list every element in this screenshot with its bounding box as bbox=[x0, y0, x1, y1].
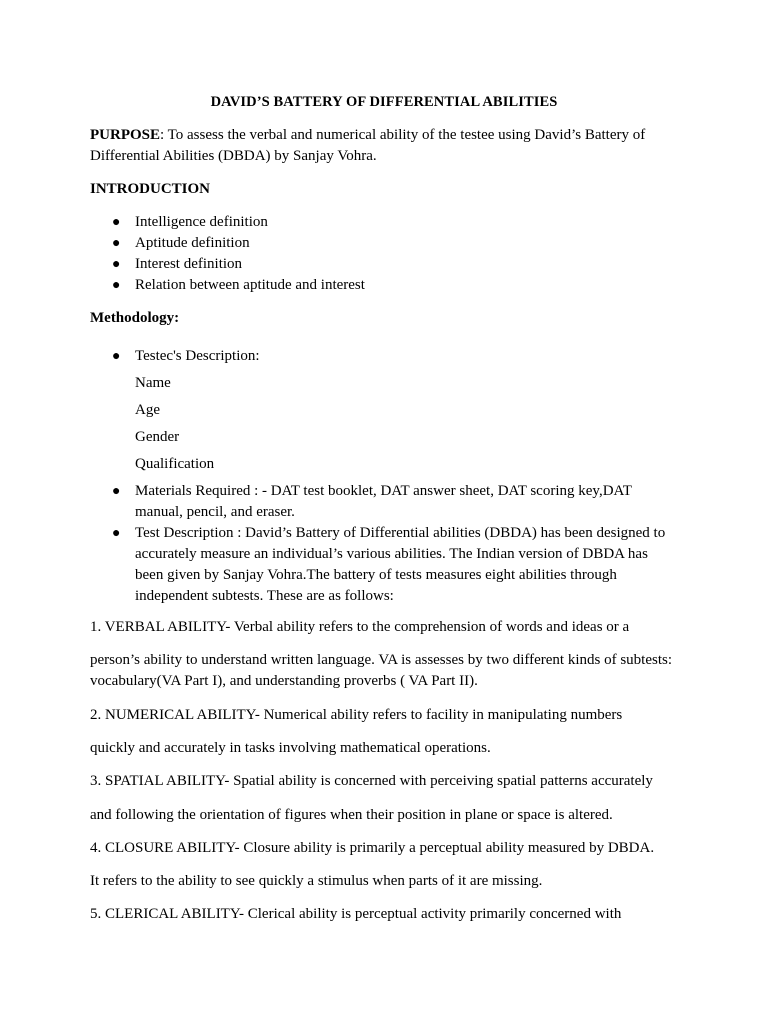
list-item bbox=[90, 233, 678, 254]
introduction-heading: INTRODUCTION bbox=[90, 181, 211, 197]
spatial-ability-line-1: 3. SPATIAL ABILITY- Spatial ability is concerned with perceiving spatial patterns accurately bbox=[90, 773, 653, 789]
list-item-text: Aptitude definition bbox=[135, 235, 250, 251]
list-item bbox=[90, 212, 678, 233]
bullet-icon: ● bbox=[112, 349, 121, 364]
numerical-ability-line-2: quickly and accurately in tasks involving mathematical operations. bbox=[90, 740, 491, 756]
methodology-heading: Methodology: bbox=[90, 310, 180, 326]
testee-field-gender: Gender bbox=[135, 429, 180, 445]
verbal-ability-line-1: 1. VERBAL ABILITY- Verbal ability refers to the comprehension of words and ideas or a bbox=[90, 619, 630, 635]
clerical-ability-line-1: 5. CLERICAL ABILITY- Clerical ability is perceptual activity primarily concerned with bbox=[90, 906, 622, 922]
list-item bbox=[90, 481, 678, 523]
list-item-text: Testec's Description: bbox=[135, 348, 260, 364]
list-item-text: Relation between aptitude and interest bbox=[135, 277, 365, 293]
testee-field-qualification: Qualification bbox=[135, 456, 215, 472]
bullet-icon: ● bbox=[112, 484, 121, 499]
testee-description-list bbox=[90, 346, 678, 367]
purpose-label: PURPOSE bbox=[90, 127, 161, 143]
list-item bbox=[90, 275, 678, 296]
verbal-ability-line-2: person’s ability to understand written language. VA is assesses by two different kinds of subtests: vocabulary(VA Part I), and understanding proverbs ( VA Part II). bbox=[90, 652, 673, 689]
document-title: DAVID’S BATTERY OF DIFFERENTIAL ABILITIES bbox=[210, 94, 558, 110]
methodology-list bbox=[90, 481, 678, 607]
bullet-icon: ● bbox=[112, 257, 121, 272]
list-item-text: Interest definition bbox=[135, 256, 243, 272]
bullet-icon: ● bbox=[112, 526, 121, 541]
list-item bbox=[90, 346, 678, 367]
bullet-icon: ● bbox=[112, 236, 121, 251]
purpose-paragraph bbox=[90, 125, 678, 167]
spatial-ability-line-2: and following the orientation of figures when their position in plane or space is altered. bbox=[90, 807, 613, 823]
introduction-list bbox=[90, 212, 678, 296]
list-item bbox=[90, 254, 678, 275]
bullet-icon: ● bbox=[112, 215, 121, 230]
list-item-text: Intelligence definition bbox=[135, 214, 268, 230]
list-item bbox=[90, 523, 678, 607]
closure-ability-line-1: 4. CLOSURE ABILITY- Closure ability is primarily a perceptual ability measured by DBDA. bbox=[90, 840, 655, 856]
closure-ability-line-2: It refers to the ability to see quickly a stimulus when parts of it are missing. bbox=[90, 873, 543, 889]
testee-field-name: Name bbox=[135, 375, 171, 391]
test-description-text: Test Description : David’s Battery of Differential abilities (DBDA) has been designed to accurately measure an individual’s various abilities. The Indian version of DBDA has been given by Sanjay Vohra.The battery of tests measures eight abilities through independent subtests. These are as follows: bbox=[135, 525, 666, 604]
numerical-ability-line-1: 2. NUMERICAL ABILITY- Numerical ability refers to facility in manipulating numbers bbox=[90, 707, 623, 723]
bullet-icon: ● bbox=[112, 278, 121, 293]
purpose-text: : To assess the verbal and numerical ability of the testee using David’s Battery of Differential Abilities (DBDA) by Sanjay Vohra. bbox=[90, 127, 646, 164]
materials-text: Materials Required : - DAT test booklet, DAT answer sheet, DAT scoring key,DAT manual, pencil, and eraser. bbox=[135, 483, 632, 520]
testee-field-age: Age bbox=[135, 402, 160, 418]
